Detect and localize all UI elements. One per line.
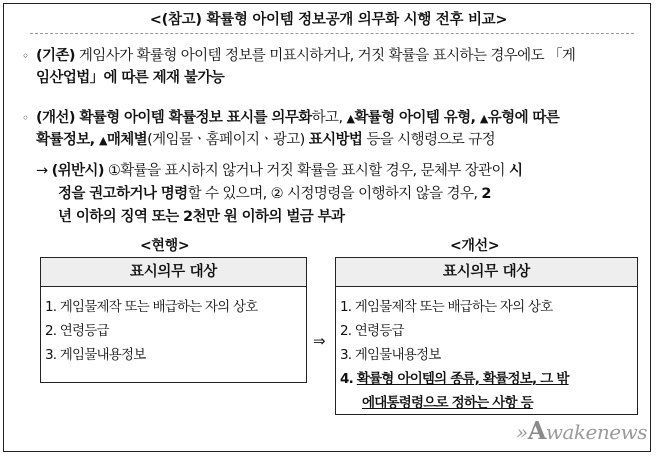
improvement-media: 매체별 (106, 132, 148, 148)
existing-text: 게임사가 확률형 아이템 정보를 미표시하거나, 거짓 확률을 표시하는 경우에도 「게 (74, 48, 576, 64)
chevron-icon: » (516, 420, 528, 444)
improved-box (335, 257, 638, 415)
improvement-line-2 (36, 129, 495, 152)
violation-label: (위반시) (51, 163, 104, 179)
violation-order: 정을 권고하거나 명령 (58, 186, 188, 202)
list-item: 3. 게임물내용정보 (340, 347, 441, 363)
violation-text: ①확률을 표시하지 않거나 거짓 확률을 표시할 경우, 문체부 장관이 (103, 163, 509, 179)
violation-text-bold: 2 (481, 186, 491, 202)
improvement-media-list: (게임물ㆍ홈페이지ㆍ광고) (147, 132, 309, 148)
improved-heading: <개선> (450, 238, 500, 254)
improvement-line-1 (36, 107, 559, 130)
improvement-tail: 등을 시행령으로 규정 (362, 132, 496, 148)
bullet-icon: ◦ (22, 49, 30, 63)
list-item: 1. 게임물제작 또는 배급하는 자의 상호 (45, 299, 258, 315)
bullet-icon: ◦ (22, 111, 30, 125)
improvement-item-by-type: 유형에 따른 (487, 110, 560, 126)
list-item-new-line-2: 에대통령령으로 정하는 사항 등 (362, 395, 533, 411)
list-item-new (340, 367, 637, 391)
double-arrow-icon: ⇒ (313, 332, 326, 350)
title-divider (30, 33, 634, 34)
violation-text-bold: 시 (508, 163, 523, 179)
existing-label: (기존) (36, 48, 75, 64)
current-box-title: 표시의무 대상 (41, 258, 306, 287)
current-list (41, 287, 306, 367)
page-title: <(참고) 확률형 아이템 정보공개 의무화 시행 전후 비교> (149, 12, 508, 28)
improved-list (336, 287, 637, 415)
violation-line-2 (58, 183, 491, 205)
current-heading: <현행> (140, 238, 190, 254)
list-item: 3. 게임물내용정보 (45, 347, 146, 363)
violation-line-3: 년 이하의 징역 또는 2천만 원 이하의 벌금 부과 (58, 209, 345, 225)
arrow-right-icon: → (36, 163, 48, 179)
existing-line-2: 임산업법」에 따른 제재 불가능 (36, 70, 225, 86)
current-box (40, 257, 307, 383)
improvement-label: (개선) (36, 110, 75, 126)
list-item: 1. 게임물제작 또는 배급하는 자의 상호 (340, 299, 553, 315)
improvement-display-method: 표시방법 (308, 132, 363, 148)
logo-text: wakenews (545, 420, 647, 444)
list-item-new-cont (340, 391, 637, 415)
existing-line-1 (36, 45, 575, 67)
awakenews-watermark (516, 416, 647, 445)
improvement-prob-info: 확률정보, (36, 132, 99, 148)
list-item: 2. 연령등급 (45, 323, 109, 339)
improvement-item-type: 확률형 아이템 유형, (354, 110, 480, 126)
logo-mark: A (527, 416, 546, 445)
list-item-number: 4. (340, 371, 357, 387)
triangle-bullet-icon: ▲ (346, 112, 355, 125)
improvement-mandate: 확률형 아이템 확률정보 표시를 의무화 (74, 110, 312, 126)
triangle-bullet-icon: ▲ (479, 112, 488, 125)
list-item: 2. 연령등급 (340, 323, 404, 339)
triangle-bullet-icon: ▲ (98, 134, 107, 147)
violation-text: 할 수 있으며, ② 시정명령을 이행하지 않을 경우, (187, 186, 482, 202)
violation-line-1 (36, 160, 522, 182)
improved-box-title: 표시의무 대상 (336, 258, 637, 287)
list-item-new-line-1: 확률형 아이템의 종류, 확률정보, 그 밖 (356, 371, 569, 387)
improvement-text: 하고, (311, 110, 347, 126)
